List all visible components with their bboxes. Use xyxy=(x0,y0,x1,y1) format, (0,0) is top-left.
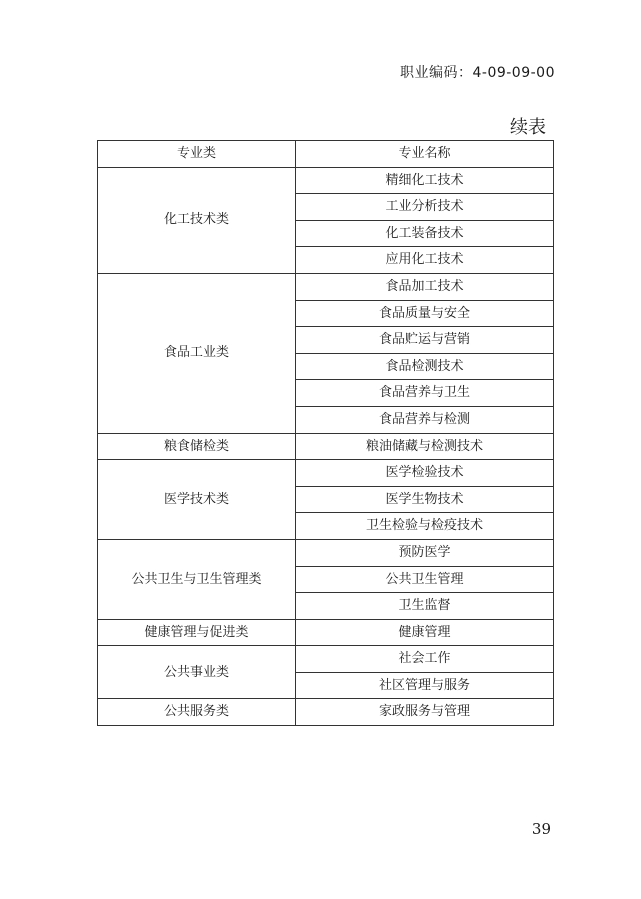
major-cell: 社会工作 xyxy=(296,646,554,673)
major-cell: 食品检测技术 xyxy=(296,353,554,380)
major-cell: 公共卫生管理 xyxy=(296,566,554,593)
table-row xyxy=(98,539,554,566)
table-row xyxy=(98,167,554,194)
category-cell: 公共服务类 xyxy=(98,699,296,726)
category-cell: 医学技术类 xyxy=(98,460,296,540)
major-cell: 医学检验技术 xyxy=(296,460,554,487)
major-cell: 预防医学 xyxy=(296,539,554,566)
table-body xyxy=(98,167,554,725)
major-cell: 卫生监督 xyxy=(296,593,554,620)
continued-label: 续表 xyxy=(510,117,546,138)
table-row xyxy=(98,619,554,646)
major-cell: 应用化工技术 xyxy=(296,247,554,274)
category-cell: 化工技术类 xyxy=(98,167,296,273)
column-header-major: 专业名称 xyxy=(296,141,554,168)
major-cell: 工业分析技术 xyxy=(296,194,554,221)
category-cell: 公共卫生与卫生管理类 xyxy=(98,539,296,619)
occupation-code: 职业编码：4-09-09-00 xyxy=(399,65,555,81)
major-cell: 家政服务与管理 xyxy=(296,699,554,726)
table-row xyxy=(98,699,554,726)
major-cell: 食品营养与卫生 xyxy=(296,380,554,407)
major-cell: 食品质量与安全 xyxy=(296,300,554,327)
category-cell: 健康管理与促进类 xyxy=(98,619,296,646)
major-cell: 食品贮运与营销 xyxy=(296,327,554,354)
major-cell: 健康管理 xyxy=(296,619,554,646)
table-row xyxy=(98,646,554,673)
major-cell: 精细化工技术 xyxy=(296,167,554,194)
major-cell: 食品营养与检测 xyxy=(296,406,554,433)
major-cell: 食品加工技术 xyxy=(296,273,554,300)
table-header-row xyxy=(98,141,554,168)
page-number: 39 xyxy=(531,820,551,838)
major-cell: 医学生物技术 xyxy=(296,486,554,513)
table-row xyxy=(98,460,554,487)
category-cell: 食品工业类 xyxy=(98,273,296,433)
category-cell: 粮食储检类 xyxy=(98,433,296,460)
major-cell: 卫生检验与检疫技术 xyxy=(296,513,554,540)
table-row xyxy=(98,273,554,300)
majors-table xyxy=(97,140,554,726)
major-cell: 化工装备技术 xyxy=(296,220,554,247)
category-cell: 公共事业类 xyxy=(98,646,296,699)
table-row xyxy=(98,433,554,460)
major-cell: 粮油储藏与检测技术 xyxy=(296,433,554,460)
major-cell: 社区管理与服务 xyxy=(296,672,554,699)
column-header-category: 专业类 xyxy=(98,141,296,168)
